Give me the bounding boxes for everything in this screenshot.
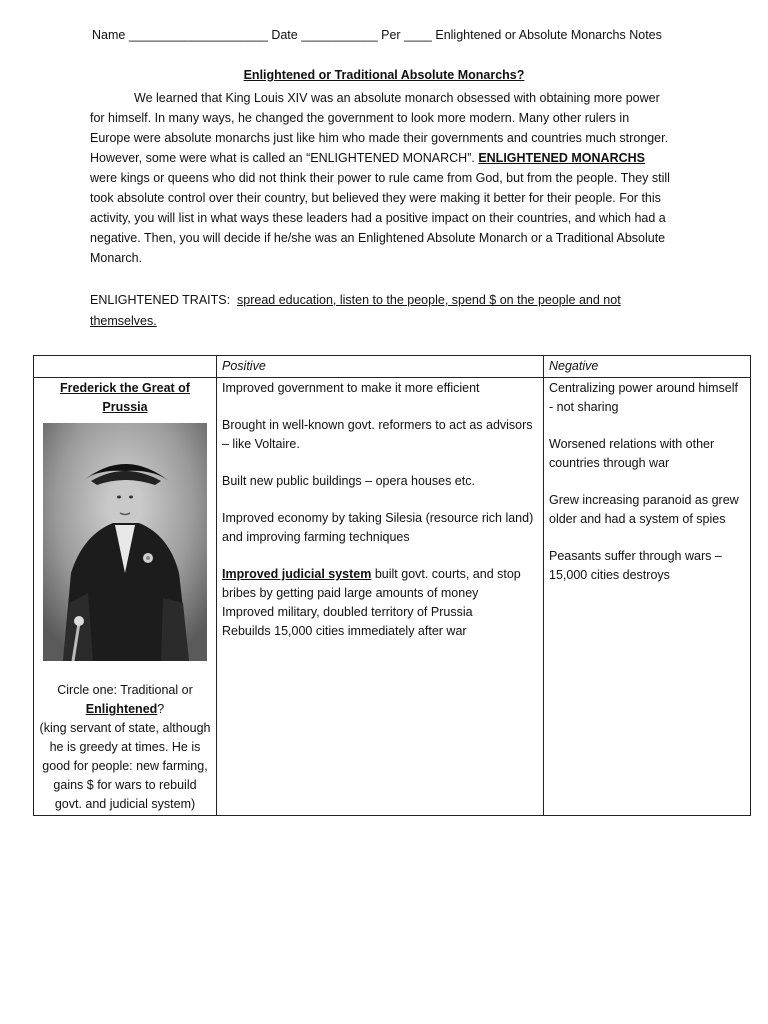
positive-item: Improved military, doubled territory of Prussia [222, 605, 473, 619]
header-positive: Positive [217, 356, 544, 378]
ruler-cell [34, 378, 217, 816]
negative-cell [544, 378, 751, 816]
header-negative: Negative [544, 356, 751, 378]
traits-value: spread education, listen to the people, spend $ on the people and not themselves. [90, 293, 621, 328]
positive-item: Improved economy by taking Silesia (resource rich land) and improving farming techniques [222, 511, 534, 544]
positive-item: Improved government to make it more efficient [222, 381, 480, 395]
intro-paragraph [90, 88, 670, 268]
page-title: Enlightened or Traditional Absolute Monarchs? [243, 68, 525, 82]
table-row [34, 378, 751, 816]
circle-prefix: Circle one: Traditional or [57, 683, 193, 697]
positive-cell [217, 378, 544, 816]
circle-choice: Enlightened [85, 702, 158, 716]
header-line: Name ____________________ Date ___________ Per ____ Enlightened or Absolute Monarchs Notes [92, 28, 662, 42]
positive-item: Built new public buildings – opera houses etc. [222, 474, 475, 488]
circle-suffix: ? [157, 702, 165, 716]
ruler-name: Frederick the Great of Prussia [60, 381, 190, 414]
ruler-note: (king servant of state, although he is greedy at times. He is good for people: new farming, gains $ for wars to rebuild govt. and judicial system) [39, 721, 211, 811]
positive-item-bold: Improved judicial system [222, 567, 372, 581]
negative-item: Centralizing power around himself - not sharing [549, 381, 738, 414]
negative-item: Grew increasing paranoid as grew older and had a system of spies [549, 493, 739, 526]
enlightened-traits [90, 290, 690, 332]
ruler-portrait-image [43, 423, 207, 661]
table-header-row [34, 356, 751, 378]
positive-item-rest: built govt. courts, and stop bribes by getting paid large amounts of money [222, 567, 521, 600]
positive-item [222, 565, 538, 603]
notes-table [33, 355, 751, 816]
header-blank [34, 356, 217, 378]
circle-one-block [39, 681, 211, 814]
intro-part1: We learned that King Louis XIV was an absolute monarch obsessed with obtaining more power for himself. In many ways, he changed the government to look more modern. Many other rulers in Europe were absolute monarchs just like him who made their governments and countries much stronger. However, some were what is called an “ENLIGHTENED MONARCH”. [90, 91, 669, 165]
positive-item: Brought in well-known govt. reformers to act as advisors – like Voltaire. [222, 418, 533, 451]
positive-item: Rebuilds 15,000 cities immediately after war [222, 624, 467, 638]
negative-item: Worsened relations with other countries through war [549, 437, 715, 470]
negative-item: Peasants suffer through wars – 15,000 cities destroys [549, 549, 722, 582]
traits-label: ENLIGHTENED TRAITS: [90, 293, 231, 307]
intro-part2: were kings or queens who did not think their power to rule came from God, but from the people. They still took absolute control over their country, but believed they were making it better for their people. For this activity, you will list in what ways these leaders had a positive impact on their countries, and which had a negative. Then, you will decide if he/she was an Enlightened Absolute Monarch or a Traditional Absolute Monarch. [90, 171, 670, 265]
intro-term: ENLIGHTENED MONARCHS [478, 151, 645, 165]
